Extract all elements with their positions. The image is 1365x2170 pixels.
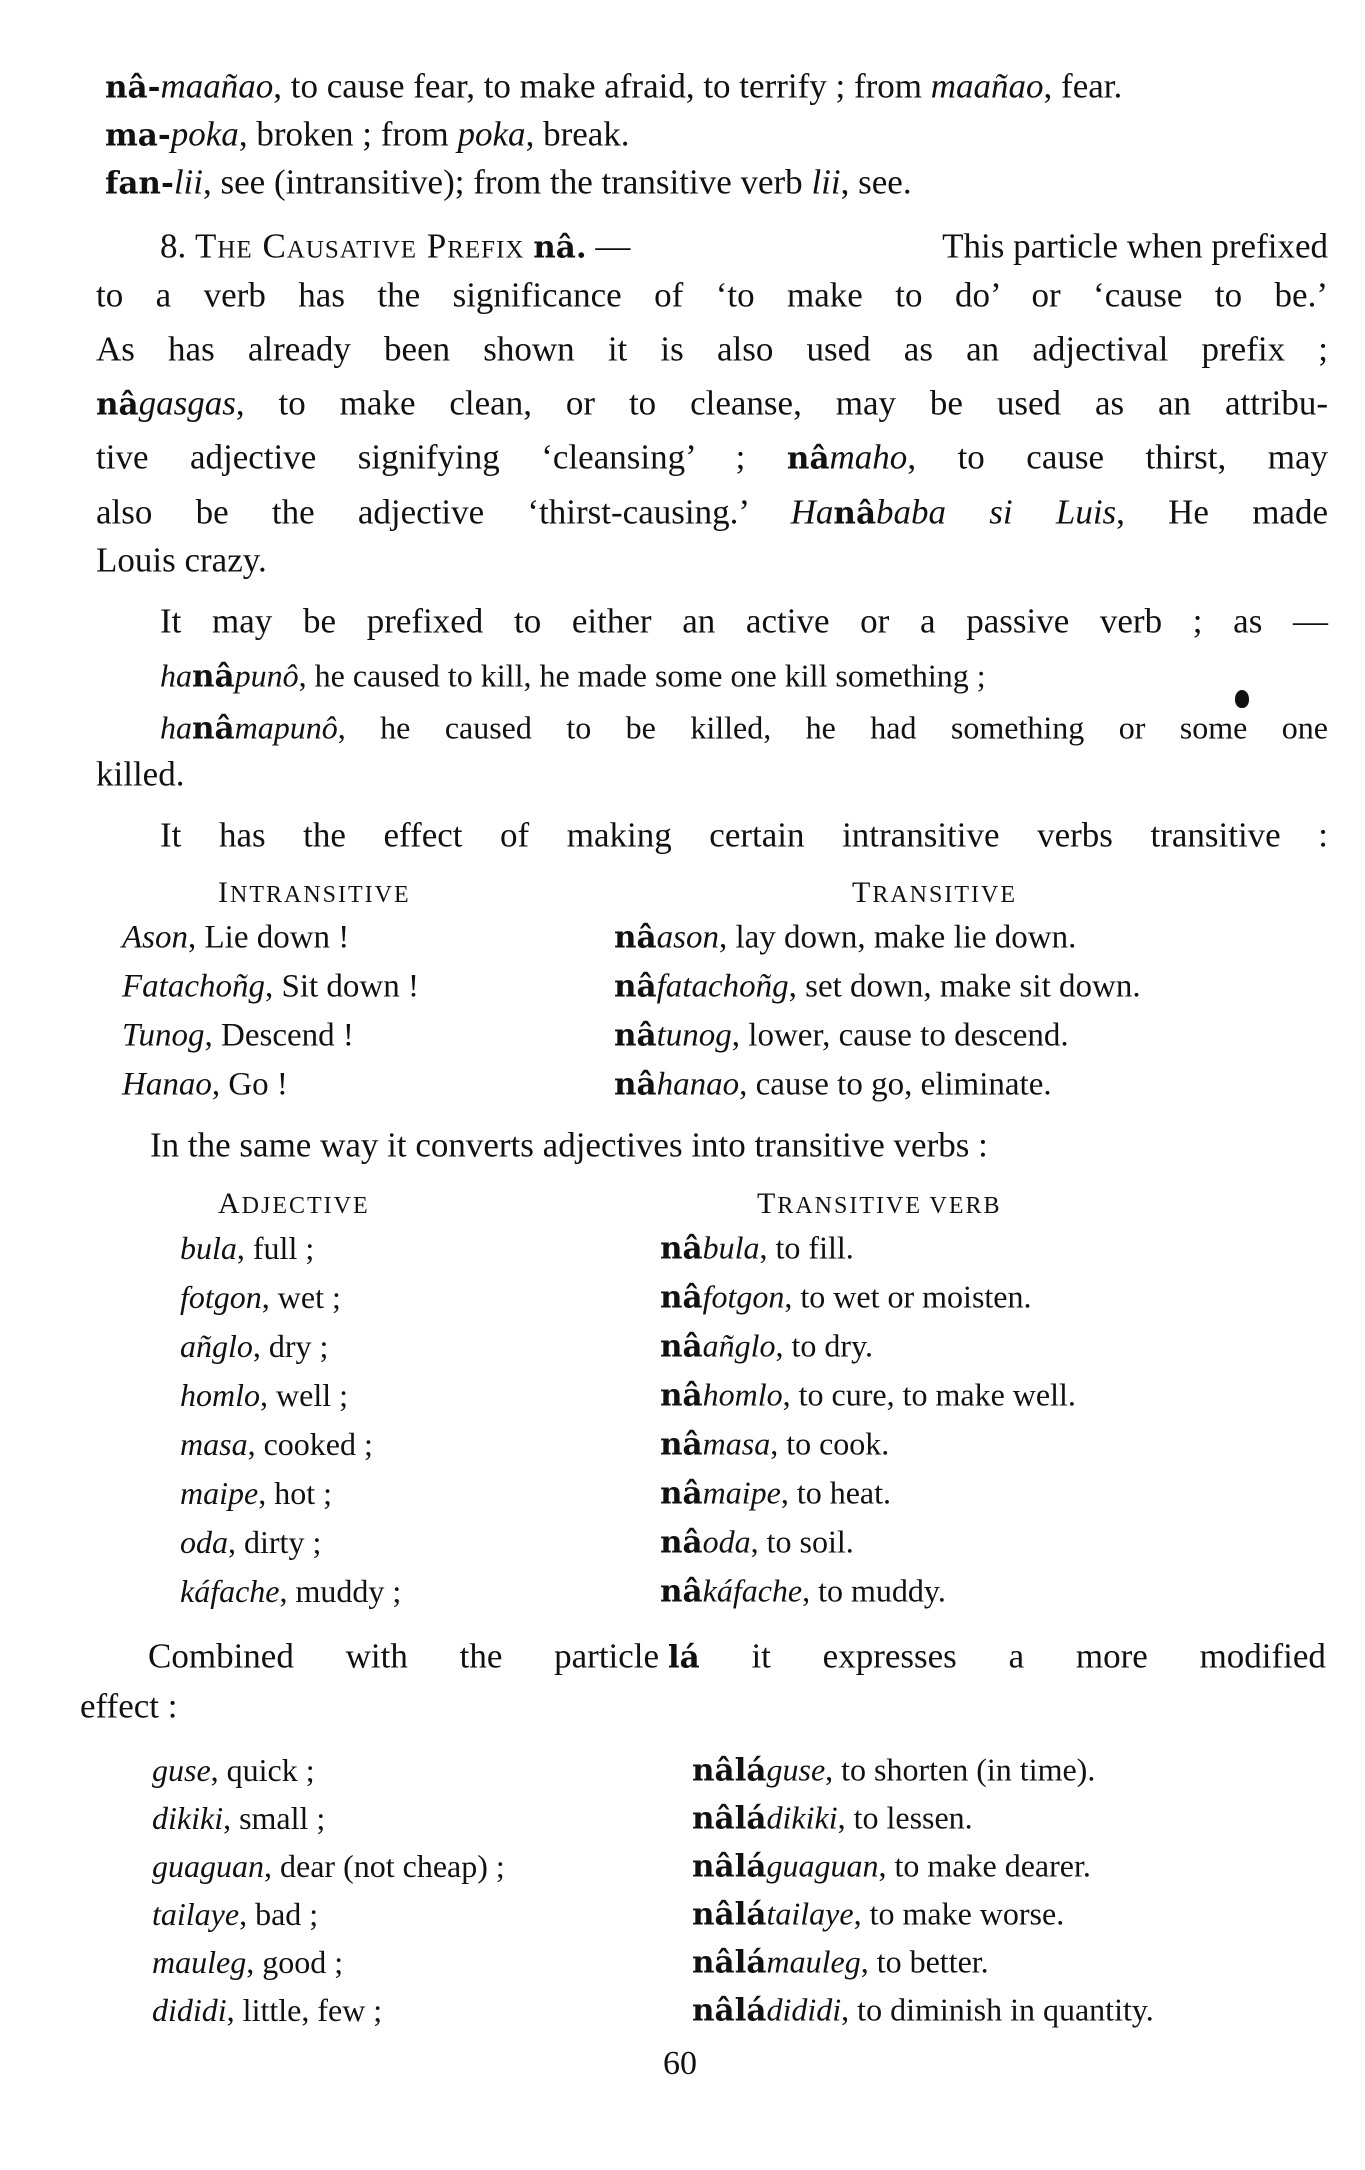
body-text: Louis crazy. [96, 540, 267, 580]
bold-particle: lá [667, 1639, 700, 1676]
row-left [152, 1754, 315, 1786]
italic-word: maho [829, 437, 908, 477]
italic-word: guse [766, 1751, 826, 1788]
gloss: , little, few ; [226, 1992, 383, 2028]
row-right [692, 1799, 973, 1837]
bold-prefix: nâ [660, 1426, 703, 1463]
row-right [614, 968, 1141, 1005]
gloss: , quick ; [210, 1752, 315, 1788]
italic-word: maañao [930, 66, 1044, 106]
bold-prefix: nâ [660, 1573, 703, 1610]
bold-prefix: nâ [660, 1279, 703, 1316]
body-text: effect : [80, 1686, 178, 1726]
bold-prefix: nâ [614, 1017, 657, 1054]
word: particle [554, 1636, 660, 1676]
gloss: , to shorten (in time). [825, 1751, 1096, 1788]
bold-prefix: nâ [833, 495, 877, 532]
bold-prefix: nâ [96, 386, 139, 423]
gloss: , to cause fear, to make afraid, to terrify ; from [273, 66, 931, 106]
bold-prefix: nâ [786, 440, 830, 477]
row-right [660, 1425, 890, 1463]
italic-word: añglo [180, 1328, 253, 1364]
italic-word: maipe [180, 1475, 259, 1511]
word: Combined [148, 1636, 294, 1676]
section-title-text: The Causative Prefix [195, 226, 525, 266]
italic-word: añglo [702, 1327, 776, 1364]
bold-prefix: ma- [105, 117, 171, 154]
bold-prefix: nâlá [692, 1944, 767, 1981]
section-number: 8. [160, 226, 187, 266]
italic-word: fotgon [702, 1278, 785, 1315]
gloss: , to lessen. [837, 1799, 973, 1836]
body-text: tive adjective signifying ‘cleansing’ ; [96, 437, 787, 477]
row-right [660, 1523, 854, 1561]
gloss: , Go ! [211, 1066, 288, 1103]
word: expresses [822, 1636, 957, 1676]
em-dash: — [595, 226, 631, 266]
entry-fanlii [105, 162, 912, 202]
italic-word: tunog [656, 1017, 732, 1054]
italic-word: fatachoñg [656, 968, 789, 1005]
italic-word: guaguan [152, 1848, 264, 1884]
italic-word: bula [180, 1230, 237, 1266]
gloss: , to cure, to make well. [782, 1376, 1076, 1413]
italic-word: káfache [702, 1572, 803, 1609]
gloss: , to better. [860, 1943, 989, 1980]
italic-word: dikiki [766, 1799, 838, 1836]
body-text: , to cause thirst, may [907, 437, 1329, 477]
row-left [122, 968, 419, 1005]
word: it [751, 1636, 771, 1676]
entry-mapoka [105, 114, 630, 154]
gloss: , see (intransitive); from the transitive verb [203, 162, 812, 202]
row-right [660, 1376, 1076, 1414]
body-text: As has already been shown it is also used as an adjectival prefix ; [96, 329, 1328, 369]
italic-word: dididi [766, 1991, 842, 2028]
row-left [152, 1802, 325, 1834]
example-hanapuno [160, 657, 986, 695]
bold-prefix: nâ [192, 710, 235, 747]
italic-word: tailaye [152, 1896, 240, 1932]
row-left [180, 1428, 373, 1460]
gloss: , to soil. [750, 1523, 854, 1560]
gloss: , small ; [223, 1800, 326, 1836]
italic-word: dikiki [152, 1800, 224, 1836]
gloss: , cooked ; [247, 1426, 373, 1462]
italic-word: homlo [180, 1377, 260, 1413]
gloss: , broken ; from [238, 114, 458, 154]
italic-word: poka [170, 114, 239, 154]
page-number: 60 [663, 2045, 697, 2082]
italic-word: Ason [122, 919, 188, 956]
gloss: , wet ; [261, 1279, 341, 1315]
column-header-adjective: ADJECTIVE [218, 1187, 370, 1220]
column-header-transitive-verb: TRANSITIVE VERB [757, 1187, 1002, 1220]
row-right [614, 1017, 1069, 1054]
italic-word: dididi [152, 1992, 227, 2028]
gloss: , Lie down ! [188, 919, 350, 956]
word: the [459, 1636, 503, 1676]
row-right [692, 1991, 1154, 2029]
italic-word: masa [180, 1426, 248, 1462]
word: modified [1199, 1636, 1326, 1676]
bold-prefix: nâlá [692, 1992, 767, 2029]
gloss: , full ; [236, 1230, 315, 1266]
gloss: , he caused to be killed, he had something or some one [337, 709, 1328, 746]
italic-word: guaguan [766, 1847, 879, 1884]
gloss: , to dry. [775, 1327, 873, 1364]
body-text: also be the adjective ‘thirst-causing.’ [96, 492, 791, 532]
gloss: , to diminish in quantity. [841, 1991, 1154, 2028]
italic-word: Tunog [122, 1017, 205, 1054]
italic-word: lii [811, 162, 841, 202]
bold-prefix: nâ [614, 919, 657, 956]
gloss: , set down, make sit down. [788, 968, 1141, 1005]
ink-blot [1235, 690, 1249, 708]
gloss: , cause to go, eliminate. [739, 1066, 1052, 1103]
bold-prefix: nâ [660, 1328, 703, 1365]
body-text: killed. [96, 754, 185, 794]
row-left [152, 1946, 343, 1978]
bold-prefix: nâ [614, 968, 657, 1005]
row-left [180, 1281, 341, 1313]
italic-word: fotgon [180, 1279, 262, 1315]
row-left [122, 1017, 354, 1054]
gloss: , fear. [1043, 66, 1123, 106]
body-text: In the same way it converts adjectives into transitive verbs : [150, 1125, 988, 1165]
gloss: , to muddy. [802, 1572, 946, 1609]
row-left [180, 1477, 332, 1509]
italic-word: punô [234, 657, 299, 694]
body-line [96, 492, 1328, 532]
gloss: , hot ; [258, 1475, 332, 1511]
italic-word: baba si Luis [876, 492, 1117, 532]
italic-word: poka [457, 114, 526, 154]
word-group [554, 1636, 700, 1676]
italic-word: hanao [656, 1066, 740, 1103]
italic-word: Ha [790, 492, 834, 532]
body-text: It may be prefixed to either an active or a passive verb ; as — [160, 601, 1328, 641]
section-heading-line [160, 226, 1328, 266]
gloss: , bad ; [239, 1896, 319, 1932]
italic-word: masa [702, 1425, 771, 1462]
bold-prefix: fan- [105, 165, 174, 202]
gloss: , to fill. [759, 1229, 854, 1266]
gloss: , he caused to kill, he made some one kill something ; [298, 657, 986, 694]
bold-prefix: nâ [192, 658, 235, 695]
italic-word: ha [160, 709, 192, 746]
row-right [660, 1327, 873, 1365]
body-text: , to make clean, or to cleanse, may be used as an attribu- [235, 383, 1328, 423]
body-text: This particle when prefixed [942, 226, 1328, 266]
bold-prefix: nâlá [692, 1800, 767, 1837]
bold-prefix: nâlá [692, 1752, 767, 1789]
italic-word: káfache [180, 1573, 280, 1609]
entry-namaanao [105, 66, 1123, 106]
bold-prefix: nâ [660, 1475, 703, 1512]
gloss: , break. [525, 114, 630, 154]
italic-word: mauleg [766, 1943, 861, 1980]
italic-word: lii [173, 162, 204, 202]
italic-word: tailaye [766, 1895, 854, 1932]
row-left [180, 1330, 328, 1362]
gloss: , dirty ; [228, 1524, 322, 1560]
row-left [122, 1066, 288, 1103]
body-line [96, 437, 1329, 477]
row-right [692, 1895, 1065, 1933]
row-left [180, 1232, 314, 1264]
gloss: , to wet or moisten. [784, 1278, 1032, 1315]
gloss: , see. [840, 162, 912, 202]
gloss: , well ; [260, 1377, 348, 1413]
gloss: , to cook. [770, 1425, 890, 1462]
gloss: , lay down, make lie down. [718, 919, 1077, 956]
gloss: , dear (not cheap) ; [264, 1848, 505, 1884]
body-text: It has the effect of making certain intransitive verbs transitive : [160, 815, 1328, 855]
word: a [1008, 1636, 1025, 1676]
row-right [614, 1066, 1052, 1103]
italic-word: ha [160, 657, 192, 694]
column-header-intransitive: INTRANSITIVE [218, 876, 411, 909]
italic-word: Hanao [122, 1066, 212, 1103]
column-header-transitive: TRANSITIVE [852, 876, 1017, 909]
row-left [122, 919, 350, 956]
row-right [660, 1229, 854, 1267]
row-left [180, 1575, 401, 1607]
row-right [692, 1943, 989, 1981]
bold-prefix: nâ [660, 1230, 703, 1267]
row-left [180, 1379, 348, 1411]
gloss: , Sit down ! [264, 968, 419, 1005]
example-hanamapuno [160, 709, 1328, 747]
italic-word: gasgas [138, 383, 236, 423]
body-line [96, 383, 1328, 423]
word: with [345, 1636, 408, 1676]
bold-prefix: nâ [660, 1524, 703, 1561]
section-title [160, 226, 631, 266]
italic-word: maipe [702, 1474, 781, 1511]
bold-prefix: nâlá [692, 1848, 767, 1885]
row-right [614, 919, 1077, 956]
body-text: , He made [1116, 492, 1328, 532]
gloss: , to heat. [780, 1474, 892, 1511]
italic-word: mapunô [234, 709, 338, 746]
row-right [692, 1751, 1096, 1789]
italic-word: maañao [160, 66, 274, 106]
gloss: , lower, cause to descend. [731, 1017, 1069, 1054]
row-right [660, 1572, 946, 1610]
bold-prefix: nâ [660, 1377, 703, 1414]
gloss: , good ; [246, 1944, 344, 1980]
row-left [152, 1994, 382, 2026]
bold-prefix: nâ- [105, 69, 161, 106]
section-particle: nâ. [533, 229, 587, 266]
gloss: , muddy ; [279, 1573, 402, 1609]
row-right [660, 1474, 892, 1512]
italic-word: homlo [702, 1376, 783, 1413]
row-left [152, 1898, 318, 1930]
gloss: , to make worse. [853, 1895, 1065, 1932]
bold-prefix: nâ [614, 1066, 657, 1103]
gloss: , Descend ! [204, 1017, 354, 1054]
row-left [180, 1526, 321, 1558]
italic-word: Fatachoñg [122, 968, 265, 1005]
body-text: to a verb has the significance of ‘to make to do’ or ‘cause to be.’ [96, 275, 1328, 315]
italic-word: bula [702, 1229, 760, 1266]
body-line [148, 1636, 1326, 1676]
italic-word: ason [656, 919, 719, 956]
italic-word: oda [702, 1523, 751, 1560]
word: more [1075, 1636, 1148, 1676]
bold-prefix: nâlá [692, 1896, 767, 1933]
italic-word: oda [180, 1524, 228, 1560]
row-right [660, 1278, 1032, 1316]
row-left [152, 1850, 505, 1882]
italic-word: guse [152, 1752, 211, 1788]
italic-word: mauleg [152, 1944, 247, 1980]
gloss: , dry ; [252, 1328, 329, 1364]
row-right [692, 1847, 1091, 1885]
gloss: , to make dearer. [878, 1847, 1091, 1884]
